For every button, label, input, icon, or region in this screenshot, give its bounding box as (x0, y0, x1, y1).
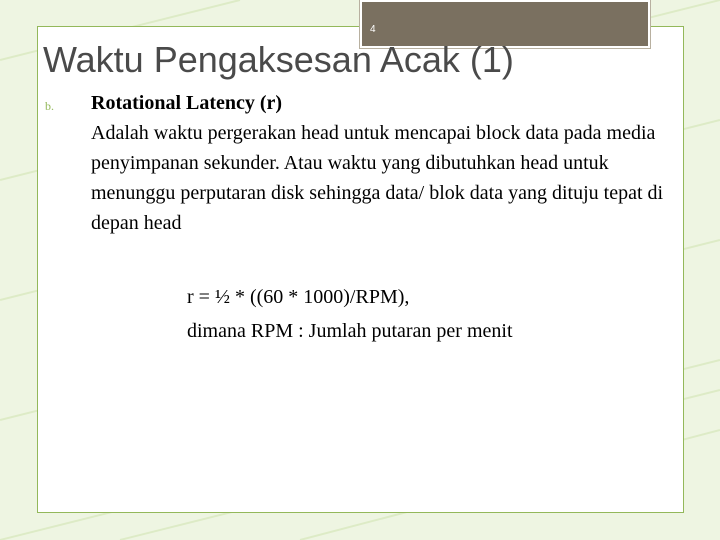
page-number: 4 (370, 24, 376, 35)
definition-paragraph: Adalah waktu pergerakan head untuk mencapai block data pada media penyimpanan sekunder. Atau waktu yang dibutuhkan head untuk menunggu perputaran disk sehingga data/ blok data yang dituju tepat di depan head (91, 122, 664, 234)
slide-title: Waktu Pengaksesan Acak (1) (43, 39, 514, 80)
bullet-marker: b. (45, 99, 54, 113)
formula-block (187, 280, 513, 348)
formula-explanation: dimana RPM : Jumlah putaran per menit (187, 320, 513, 342)
slide-body (91, 88, 676, 238)
section-heading: Rotational Latency (r) (91, 92, 283, 114)
formula-line: r = ½ * ((60 * 1000)/RPM), (187, 286, 410, 308)
